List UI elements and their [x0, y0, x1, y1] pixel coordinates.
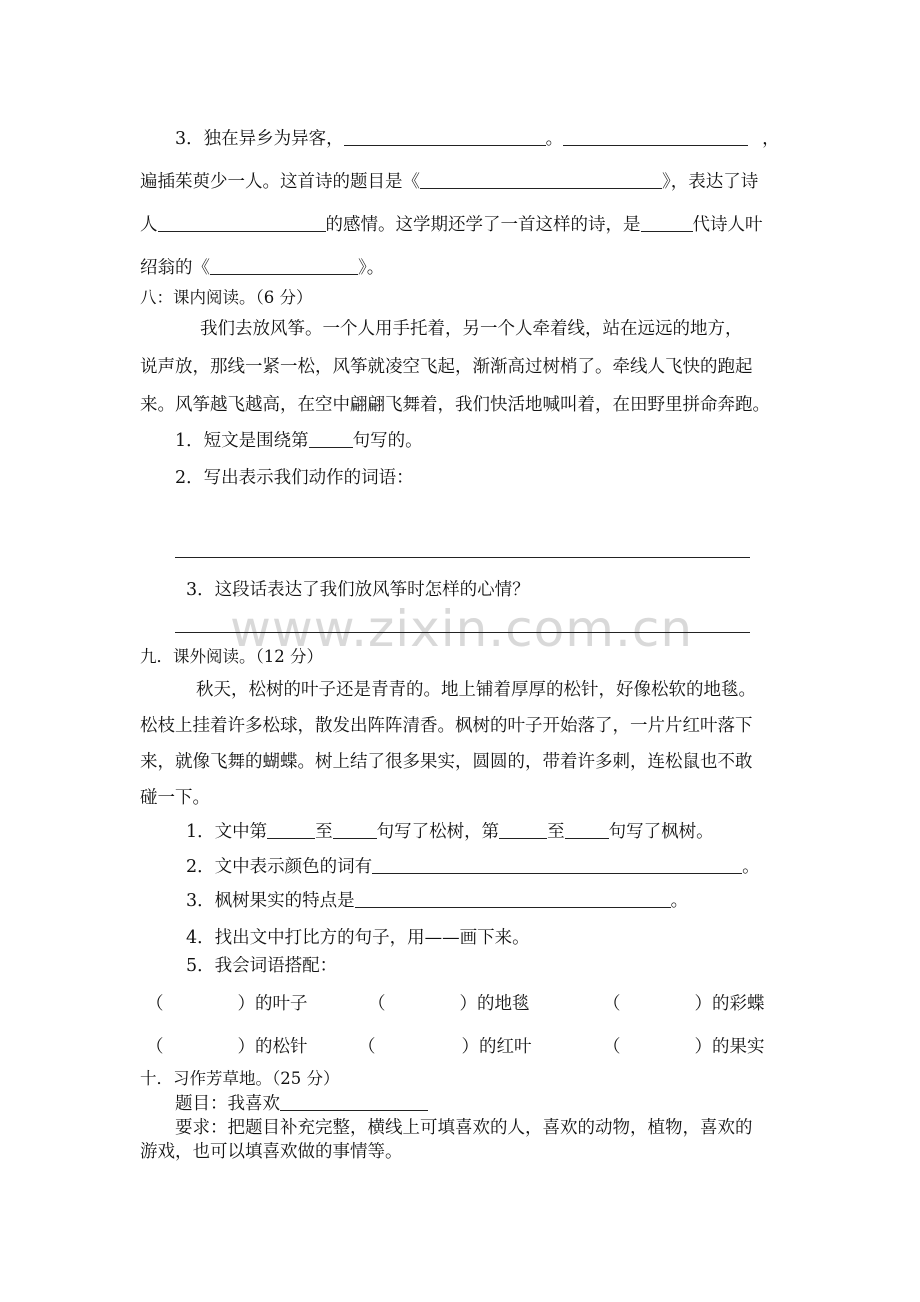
blank[interactable]	[499, 822, 547, 839]
section-10-title: 十．习作芳草地。（25 分）	[140, 1069, 340, 1088]
essay-topic	[175, 1093, 428, 1115]
question-text: 1．文中第	[186, 822, 268, 842]
blank[interactable]	[333, 822, 377, 839]
blank[interactable]	[565, 822, 609, 839]
question-text: 1．短文是围绕第	[175, 431, 309, 451]
blank[interactable]	[158, 215, 326, 232]
section-9-paragraph-line: 秋天，松树的叶子还是青青的。地上铺着厚厚的松针，好像松软的地毯。	[196, 680, 756, 700]
section-9-title: 九．课外阅读。（12 分）	[140, 647, 323, 666]
poem-title-prompt: 遍插茱萸少一人。这首诗的题目是《	[140, 172, 420, 192]
poem-line3-end: 代诗人叶	[692, 215, 763, 235]
poem-q3-period: 。	[545, 129, 564, 149]
section-9-question-2	[186, 856, 760, 878]
paren-close: ）	[694, 994, 712, 1014]
paren-open: （	[368, 994, 386, 1014]
poem-title-suffix: 》，表达了诗	[662, 172, 759, 192]
section-8-question-1	[175, 430, 423, 452]
poem-line4-start: 绍翁的《	[140, 258, 210, 278]
question-text: 至	[315, 822, 333, 842]
section-9-paragraph-line: 松枝上挂着许多松球，散发出阵阵清香。枫树的叶子开始落了，一片片红叶落下	[140, 716, 753, 736]
blank[interactable]	[641, 215, 693, 232]
paren-open: （	[146, 1037, 164, 1057]
poem-question-line-3	[140, 214, 763, 236]
blank[interactable]	[210, 258, 358, 275]
section-9-paragraph-line: 来，就像飞舞的蝴蝶。树上结了很多果实，圆圆的，带着许多刺，连松鼠也不敢	[140, 752, 753, 772]
paren-close: ）	[237, 994, 255, 1014]
poem-line3-mid: 的感情。这学期还学了一首这样的诗，是	[325, 215, 641, 235]
blank[interactable]	[420, 172, 662, 189]
word-pair[interactable]	[146, 1036, 308, 1058]
poem-q3-start: 3．独在异乡为异客，	[175, 129, 344, 149]
blank[interactable]	[344, 129, 546, 146]
section-9-question-5: 5．我会词语搭配：	[186, 956, 338, 976]
question-text: 句写了枫树。	[608, 822, 714, 842]
topic-label: 题目：我喜欢	[175, 1094, 280, 1114]
pair-word: 的彩蝶	[712, 994, 765, 1014]
poem-question-line-1	[175, 128, 780, 150]
paren-close: ）	[459, 994, 477, 1014]
paren-close: ）	[694, 1037, 712, 1057]
question-text: 。	[742, 857, 760, 877]
pair-word: 的果实	[712, 1037, 765, 1057]
pair-word: 的红叶	[479, 1037, 532, 1057]
section-9-question-1	[186, 821, 714, 843]
paren-open: （	[603, 1037, 621, 1057]
question-text: 句写了松树，第	[376, 822, 500, 842]
poem-q3-comma: ，	[762, 129, 780, 149]
pair-word: 的松针	[255, 1037, 308, 1057]
answer-line[interactable]	[175, 632, 750, 633]
section-8-paragraph-line: 来。风筝越飞越高，在空中翩翩飞舞着，我们快活地喊叫着，在田野里拼命奔跑。	[140, 395, 770, 415]
poem-line4-end: 》。	[358, 258, 385, 278]
poem-line3-start: 人	[140, 215, 158, 235]
word-pair[interactable]	[358, 1036, 532, 1058]
section-8-paragraph-line: 说声放，那线一紧一松，风筝就凌空飞起，渐渐高过树梢了。牵线人飞快的跑起	[140, 357, 753, 377]
essay-requirement-line: 游戏，也可以填喜欢做的事情等。	[140, 1142, 403, 1162]
question-text: 。	[670, 891, 689, 911]
pair-word: 的叶子	[255, 994, 308, 1014]
section-8-title: 八：课内阅读。（6 分）	[140, 288, 313, 307]
answer-line[interactable]	[175, 557, 750, 558]
question-text: 至	[547, 822, 565, 842]
question-text: 句写的。	[352, 431, 423, 451]
word-pair[interactable]	[603, 1036, 765, 1058]
paren-close: ）	[461, 1037, 479, 1057]
paren-open: （	[146, 994, 164, 1014]
section-9-paragraph-line: 碰一下。	[140, 788, 210, 808]
question-text: 3．枫树果实的特点是	[186, 891, 355, 911]
blank[interactable]	[267, 822, 315, 839]
question-text: 2．文中表示颜色的词有	[186, 857, 373, 877]
essay-requirement-line: 要求：把题目补充完整，横线上可填喜欢的人，喜欢的动物，植物，喜欢的	[175, 1118, 753, 1138]
poem-question-line-4	[140, 257, 384, 279]
paren-close: ）	[237, 1037, 255, 1057]
section-9-question-3	[186, 890, 688, 912]
blank[interactable]	[280, 1094, 428, 1111]
blank[interactable]	[355, 891, 671, 908]
poem-question-line-2	[140, 171, 758, 193]
section-8-question-2: 2．写出表示我们动作的词语：	[175, 468, 414, 488]
word-pair[interactable]	[603, 993, 765, 1015]
blank[interactable]	[563, 129, 748, 146]
blank[interactable]	[309, 431, 353, 448]
section-8-question-3: 3．这段话表达了我们放风筝时怎样的心情？	[186, 580, 530, 600]
paren-open: （	[603, 994, 621, 1014]
watermark: www.zixin.com.cn	[230, 600, 694, 658]
section-9-question-4: 4．找出文中打比方的句子，用——画下来。	[186, 928, 530, 948]
word-pair[interactable]	[368, 993, 530, 1015]
section-8-paragraph-line: 我们去放风筝。一个人用手托着，另一个人牵着线，站在远远的地方，	[200, 319, 743, 339]
word-pair[interactable]	[146, 993, 308, 1015]
paren-open: （	[358, 1037, 376, 1057]
pair-word: 的地毯	[477, 994, 530, 1014]
blank[interactable]	[372, 857, 742, 874]
